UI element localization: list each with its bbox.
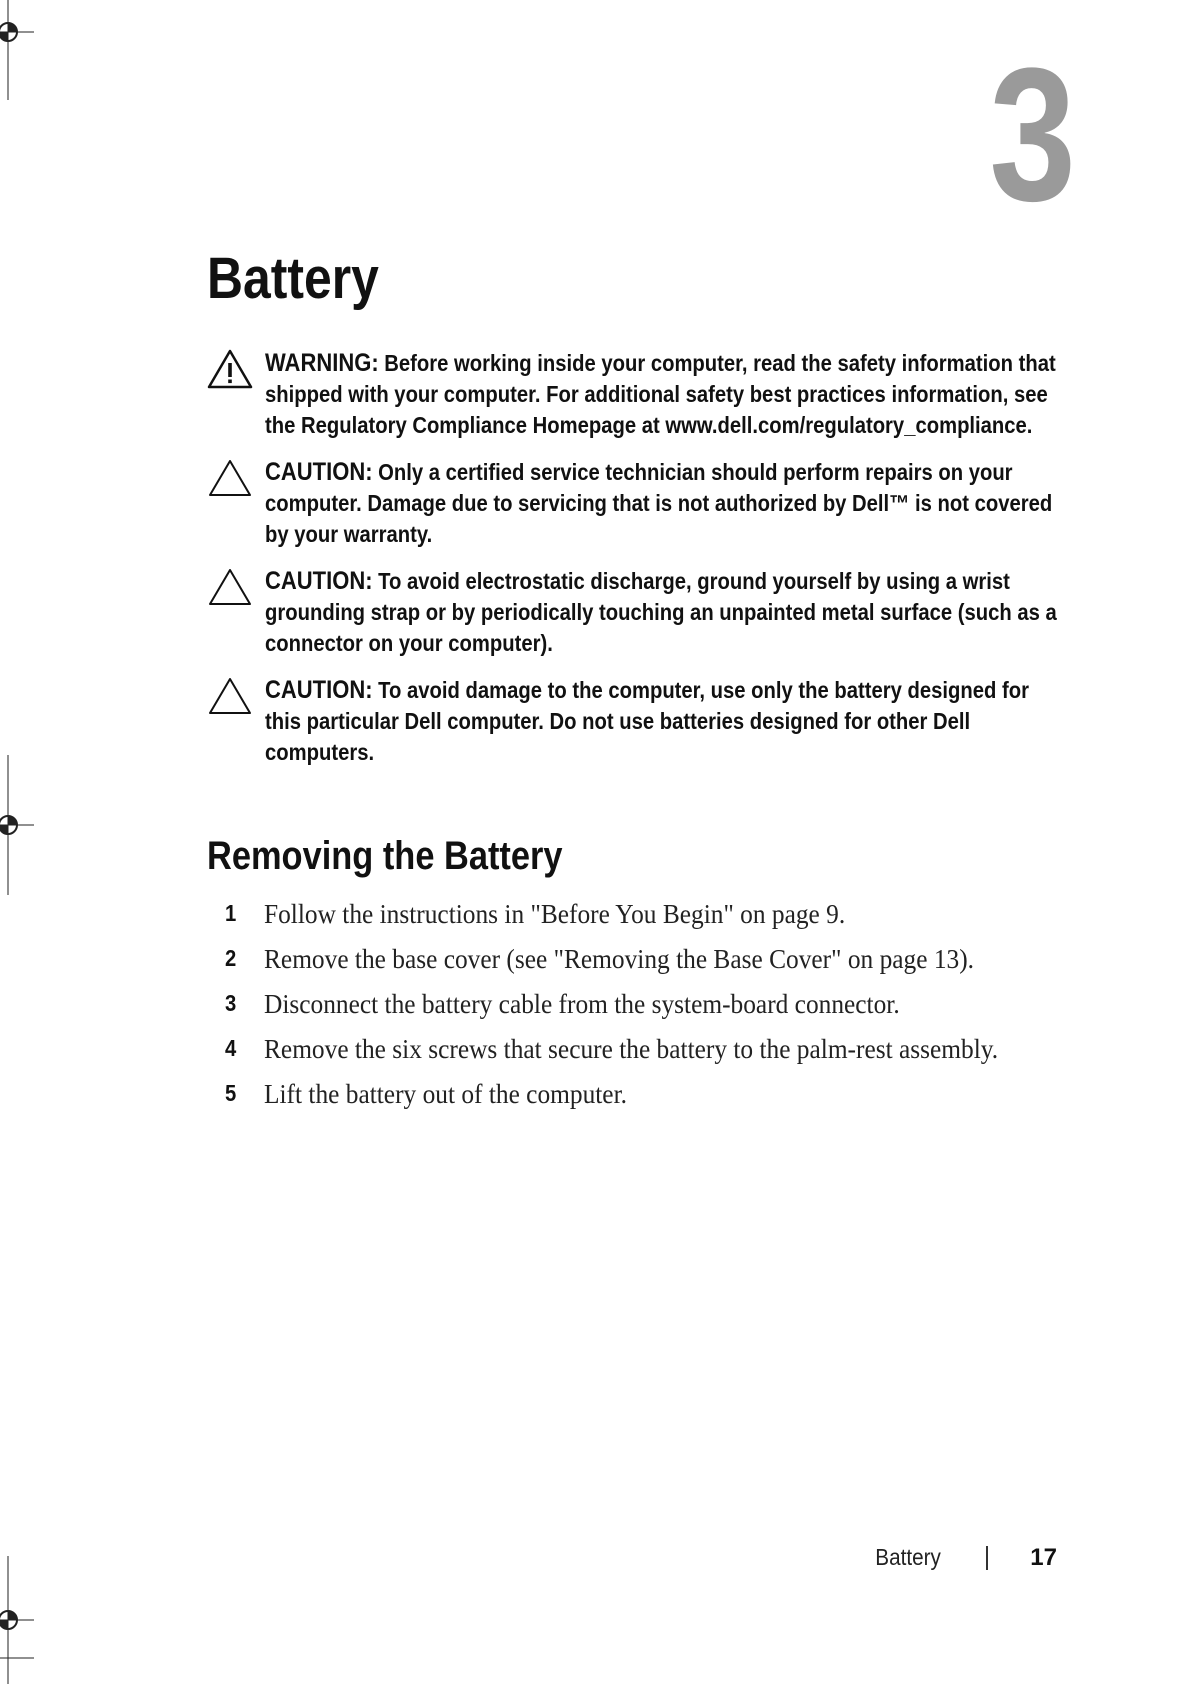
step-item [207, 988, 1087, 1033]
caution-text-1 [265, 457, 1063, 550]
caution-text-3 [265, 675, 1063, 768]
warning-body: Before working inside your computer, read the safety information that shipped with your computer. For additional safety best practices information, see the Regulatory Compliance Homepage at www.dell.com/regulatory_compliance. [265, 350, 1056, 438]
step-item [207, 1033, 1087, 1078]
warning-text [265, 348, 1063, 441]
chapter-number: 3 [989, 29, 1073, 241]
step-text: Remove the six screws that secure the battery to the palm-rest assembly. [264, 1034, 999, 1064]
step-text: Follow the instructions in "Before You Begin" on page 9. [264, 899, 846, 929]
caution-text-2 [265, 566, 1063, 659]
page-footer [0, 1544, 1191, 1576]
footer-chapter-title: Battery [875, 1544, 941, 1570]
step-item [207, 1078, 1087, 1123]
warning-triangle-icon [207, 348, 253, 390]
caution-note-2 [207, 566, 1067, 659]
step-item [207, 898, 1087, 943]
step-number: 5 [225, 1080, 237, 1106]
caution-triangle-icon [207, 566, 253, 608]
crop-mark-middle-left [0, 755, 40, 895]
step-text: Disconnect the battery cable from the system-board connector. [264, 989, 900, 1019]
step-number: 1 [225, 900, 237, 926]
caution-note-3 [207, 675, 1067, 768]
caution-label-2: CAUTION: [265, 567, 373, 595]
caution-triangle-icon [207, 675, 253, 717]
caution-label-1: CAUTION: [265, 458, 373, 486]
caution-note-1 [207, 457, 1067, 550]
crop-mark-top-left [0, 0, 40, 100]
section-heading: Removing the Battery [207, 834, 563, 878]
caution-body-3: To avoid damage to the computer, use only the battery designed for this particular Dell computer. Do not use batteries designed for other Dell computers. [265, 677, 1029, 765]
step-text: Lift the battery out of the computer. [264, 1079, 627, 1109]
footer-separator [986, 1546, 988, 1570]
steps-list [207, 898, 1087, 1123]
warning-label: WARNING: [265, 349, 379, 377]
caution-body-2: To avoid electrostatic discharge, ground yourself by using a wrist grounding strap or by periodically touching an unpainted metal surface (such as a connector on your computer). [265, 568, 1057, 656]
step-item [207, 943, 1087, 988]
step-number: 2 [225, 945, 237, 971]
step-number: 3 [225, 990, 237, 1016]
page-title: Battery [207, 246, 379, 311]
step-number: 4 [225, 1035, 237, 1061]
warning-note [207, 348, 1067, 441]
notes-list [207, 348, 1067, 784]
caution-body-1: Only a certified service technician should perform repairs on your computer. Damage due to servicing that is not authorized by Dell™ is not covered by your warranty. [265, 459, 1053, 547]
caution-label-3: CAUTION: [265, 676, 373, 704]
step-text: Remove the base cover (see "Removing the Base Cover" on page 13). [264, 944, 975, 974]
caution-triangle-icon [207, 457, 253, 499]
page-number: 17 [1030, 1544, 1057, 1571]
